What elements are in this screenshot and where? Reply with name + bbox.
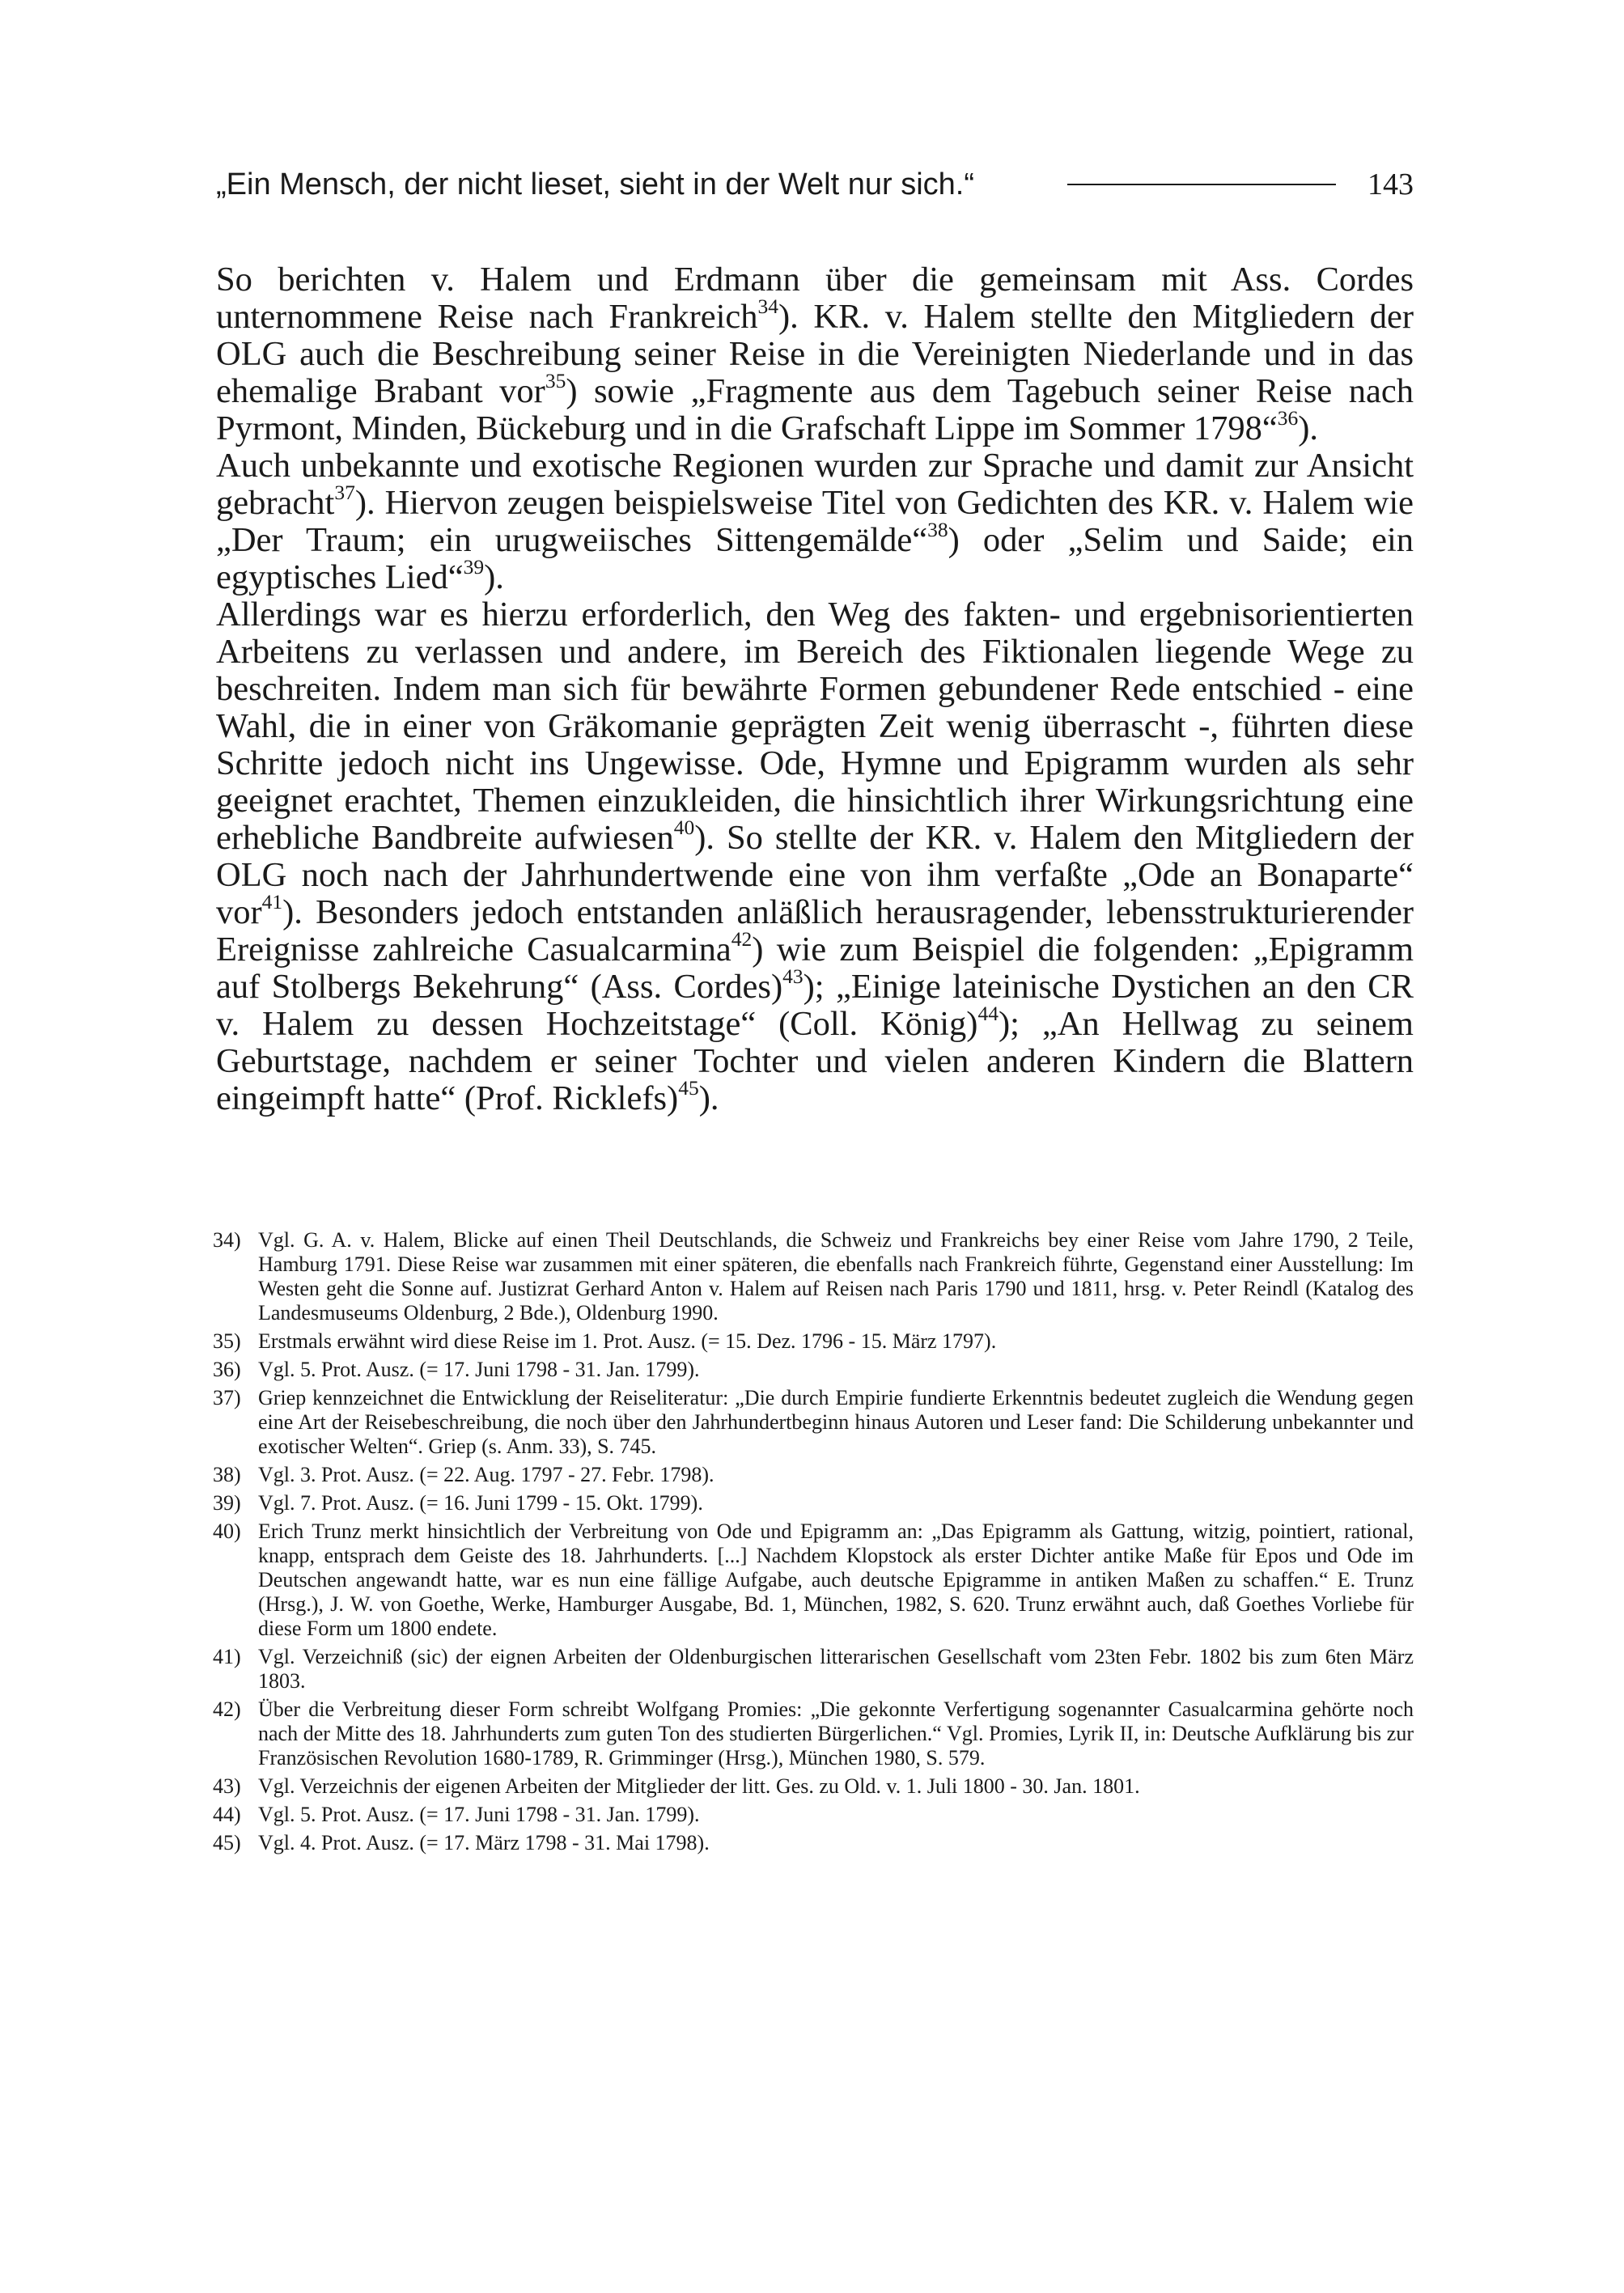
footnote-text: Vgl. Verzeichniß (sic) der eignen Arbeiten der Oldenburgischen litterarischen Gesellschaft vom 23ten Febr. 1802 bis zum 6ten März 1803. xyxy=(258,1645,1414,1693)
footnote-number: 39) xyxy=(213,1491,241,1515)
footnote-text: Vgl. Verzeichnis der eigenen Arbeiten der Mitglieder der litt. Ges. zu Old. v. 1. Juli 1800 - 30. Jan. 1801. xyxy=(258,1774,1140,1798)
text-segment: ). Besonders jedoch entstanden anläßlich herausragender, lebensstrukturierender Ereignisse zahlreiche Casualcarmina xyxy=(216,893,1414,968)
text-segment: ) oder „Selim und Saide; ein egyptisches Lied“ xyxy=(216,521,1414,596)
page-number: 143 xyxy=(1367,167,1414,201)
footnote-number: 44) xyxy=(213,1803,241,1826)
text-segment: ); „An Hellwag zu seinem Geburtstage, nachdem er seiner Tochter und vielen anderen Kindern die Blattern eingeimpft hatte“ (Prof. Ricklefs) xyxy=(216,1005,1414,1117)
footnote xyxy=(213,1386,1414,1459)
footnote-reference: 45 xyxy=(678,1076,699,1100)
footnote xyxy=(213,1228,1414,1325)
text-segment: Allerdings war es hierzu erforderlich, den Weg des fakten- und ergebnisorientierten Arbeitens zu verlassen und andere, im Bereich des Fiktionalen liegende Wege zu beschreiten. Indem man sich für bewährte Formen gebundener Rede entschied - eine Wahl, die in einer von Gräkomanie geprägten Zeit wenig überrascht -, führten diese Schritte jedoch nicht ins Ungewisse. Ode, Hymne und Epigramm wurden als sehr geeignet erachtet, Themen einzukleiden, die hinsichtlich ihrer Wirkungsrichtung eine erhebliche Bandbreite aufwiesen xyxy=(216,596,1414,857)
footnote xyxy=(213,1645,1414,1693)
body-paragraph xyxy=(216,261,1414,447)
footnote-text: Vgl. 3. Prot. Ausz. (= 22. Aug. 1797 - 27. Febr. 1798). xyxy=(258,1463,714,1486)
footnote-number: 45) xyxy=(213,1831,241,1854)
text-segment: ). xyxy=(698,1079,719,1117)
text-segment: ). Hiervon zeugen beispielsweise Titel von Gedichten des KR. v. Halem wie „Der Traum; ein urugweiisches Sittengemälde“ xyxy=(216,484,1414,559)
footnote xyxy=(213,1519,1414,1641)
footnote-text: Erich Trunz merkt hinsichtlich der Verbreitung von Ode und Epigramm an: „Das Epigramm als Gattung, witzig, pointiert, rational, knapp, entsprach dem Geiste des 18. Jahrhunderts. [...] Nachdem Klopstock als erster Dichter antike Maße für Epos und Ode im Deutschen angewandt hatte, war es nun eine fällige Aufgabe, auch deutsche Epigramme in antiken Maßen zu schaffen.“ E. Trunz (Hrsg.), J. W. von Goethe, Werke, Hamburger Ausgabe, Bd. 1, München, 1982, S. 620. Trunz erwähnt auch, daß Goethes Vorliebe für diese Form um 1800 endete. xyxy=(258,1519,1414,1640)
footnote-reference: 39 xyxy=(463,555,485,579)
footnote-reference: 41 xyxy=(261,890,283,914)
footnote xyxy=(213,1463,1414,1487)
footnote xyxy=(213,1491,1414,1515)
footnote xyxy=(213,1329,1414,1354)
footnote xyxy=(213,1831,1414,1855)
footnote-reference: 43 xyxy=(782,964,804,989)
footnote-reference: 44 xyxy=(977,1002,999,1026)
footnote-number: 41) xyxy=(213,1645,241,1668)
text-segment: ). KR. v. Halem stellte den Mitgliedern der OLG auch die Beschreibung seiner Reise in die Vereinigten Niederlande und in das ehemalige Brabant vor xyxy=(216,298,1414,410)
footnote-number: 35) xyxy=(213,1329,241,1353)
footnote-reference: 37 xyxy=(334,481,355,505)
footnote-number: 37) xyxy=(213,1386,241,1409)
text-segment: ). xyxy=(1298,409,1319,447)
text-segment: So berichten v. Halem und Erdmann über die gemeinsam mit Ass. Cordes unternommene Reise nach Frankreich xyxy=(216,261,1414,336)
footnote-number: 40) xyxy=(213,1519,241,1543)
footnote-number: 34) xyxy=(213,1228,241,1252)
footnote-text: Vgl. 5. Prot. Ausz. (= 17. Juni 1798 - 31. Jan. 1799). xyxy=(258,1803,700,1826)
footnote-text: Vgl. 7. Prot. Ausz. (= 16. Juni 1799 - 15. Okt. 1799). xyxy=(258,1491,703,1515)
running-header xyxy=(216,164,1414,205)
footnote-reference: 38 xyxy=(927,518,948,542)
footnote-reference: 35 xyxy=(545,369,566,393)
footnote-reference: 42 xyxy=(731,927,753,952)
text-segment: ). xyxy=(484,558,504,596)
body-paragraph xyxy=(216,447,1414,596)
footnote-number: 38) xyxy=(213,1463,241,1486)
footnotes xyxy=(213,1228,1414,1859)
text-segment: ). So stellte der KR. v. Halem den Mitgliedern der OLG noch nach der Jahrhundertwende eine von ihm verfaßte „Ode an Bonaparte“ vor xyxy=(216,819,1414,931)
text-segment: Auch unbekannte und exotische Regionen wurden zur Sprache und damit zur Ansicht gebracht xyxy=(216,447,1414,522)
footnote-number: 36) xyxy=(213,1358,241,1381)
header-rule xyxy=(1067,184,1336,185)
footnote-reference: 34 xyxy=(757,295,779,319)
footnote-number: 42) xyxy=(213,1697,241,1721)
running-title: „Ein Mensch, der nicht lieset, sieht in der Welt nur sich.“ xyxy=(216,167,975,201)
footnote-text: Griep kennzeichnet die Entwicklung der Reiseliteratur: „Die durch Empirie fundierte Erkenntnis bedeutet zugleich die Wendung gegen eine Art der Reisebeschreibung, die noch über den Jahrhundertbeginn hinaus Autoren und Leser fand: Die Schilderung unbekannter und exotischer Welten“. Griep (s. Anm. 33), S. 745. xyxy=(258,1386,1414,1458)
footnote xyxy=(213,1697,1414,1770)
footnote-text: Vgl. G. A. v. Halem, Blicke auf einen Theil Deutschlands, die Schweiz und Frankreichs bey einer Reise vom Jahre 1790, 2 Teile, Hamburg 1791. Diese Reise war zusammen mit einer späteren, die ebenfalls nach Frankreich führte, Gegenstand einer Ausstellung: Im Westen geht die Sonne auf. Justizrat Gerhard Anton v. Halem auf Reisen nach Paris 1790 und 1811, hrsg. v. Peter Reindl (Katalog des Landesmuseums Oldenburg, 2 Bde.), Oldenburg 1990. xyxy=(258,1228,1414,1325)
footnote-text: Vgl. 4. Prot. Ausz. (= 17. März 1798 - 31. Mai 1798). xyxy=(258,1831,710,1854)
footnote-text: Erstmals erwähnt wird diese Reise im 1. Prot. Ausz. (= 15. Dez. 1796 - 15. März 1797). xyxy=(258,1329,997,1353)
footnote xyxy=(213,1358,1414,1382)
body-paragraph xyxy=(216,596,1414,1117)
footnote-reference: 40 xyxy=(673,816,695,840)
footnote xyxy=(213,1803,1414,1827)
footnote-reference: 36 xyxy=(1277,406,1299,430)
text-segment: ); „Einige lateinische Dystichen an den CR v. Halem zu dessen Hochzeitstage“ (Coll. König) xyxy=(216,968,1414,1043)
footnote xyxy=(213,1774,1414,1799)
body-text xyxy=(216,261,1414,1117)
footnote-text: Vgl. 5. Prot. Ausz. (= 17. Juni 1798 - 31. Jan. 1799). xyxy=(258,1358,700,1381)
text-segment: ) sowie „Fragmente aus dem Tagebuch seiner Reise nach Pyrmont, Minden, Bückeburg und in die Grafschaft Lippe im Sommer 1798“ xyxy=(216,372,1414,447)
text-segment: ) wie zum Beispiel die folgenden: „Epigramm auf Stolbergs Bekehrung“ (Ass. Cordes) xyxy=(216,930,1414,1006)
footnote-text: Über die Verbreitung dieser Form schreibt Wolfgang Promies: „Die gekonnte Verfertigung sogenannter Casualcarmina gehörte noch nach der Mitte des 18. Jahrhunderts zum guten Ton des studierten Bürgerlichen.“ Vgl. Promies, Lyrik II, in: Deutsche Aufklärung bis zur Französischen Revolution 1680-1789, R. Grimminger (Hrsg.), München 1980, S. 579. xyxy=(258,1697,1414,1770)
footnote-number: 43) xyxy=(213,1774,241,1798)
